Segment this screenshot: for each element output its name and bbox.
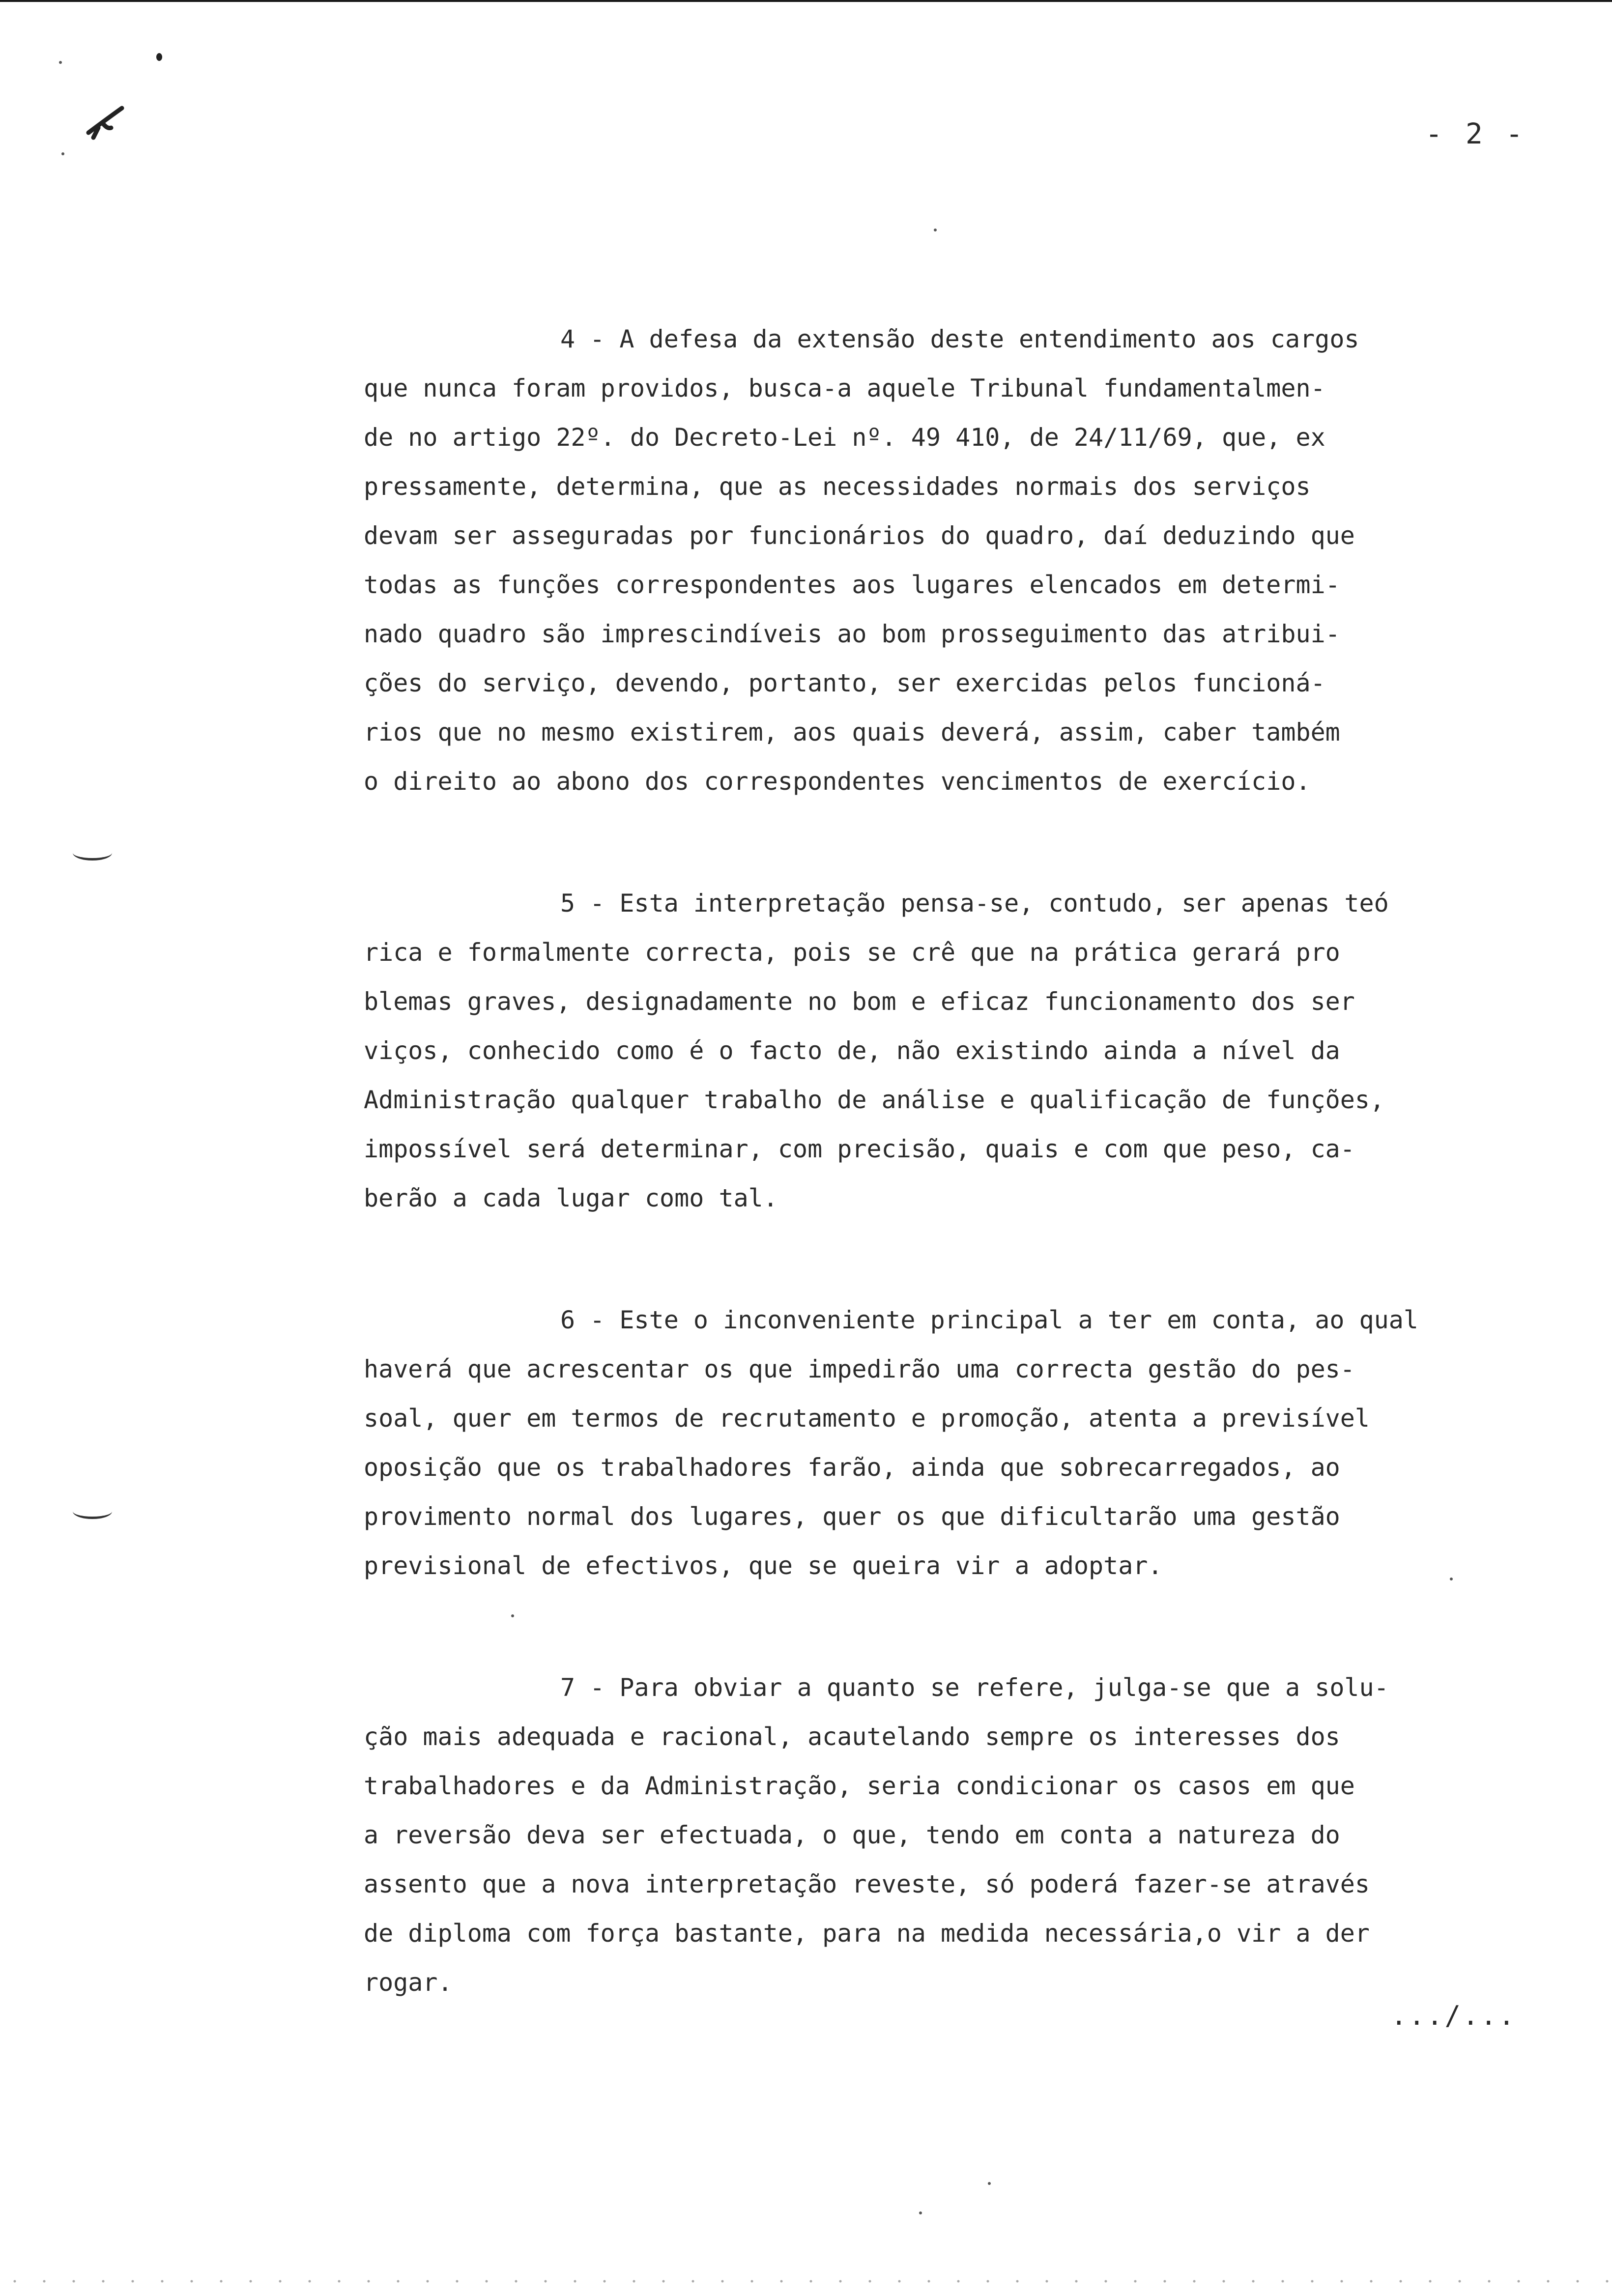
punch-hole-mark: [73, 1504, 112, 1519]
text-line: blemas graves, designadamente no bom e eficaz funcionamento dos ser: [364, 987, 1355, 1016]
text-line: 7 - Para obviar a quanto se refere, julga-se que a solu-: [560, 1673, 1389, 1702]
text-line: o direito ao abono dos correspondentes vencimentos de exercício.: [364, 767, 1311, 796]
paragraph-6: [364, 1295, 1602, 1590]
scan-speck: [919, 2211, 922, 2214]
text-line: haverá que acrescentar os que impedirão uma correcta gestão do pes-: [364, 1355, 1355, 1383]
scan-speck: [59, 61, 62, 64]
page-number: - 2 -: [1425, 117, 1526, 150]
text-line: ções do serviço, devendo, portanto, ser exercidas pelos funcioná-: [364, 669, 1325, 697]
text-line: que nunca foram providos, busca-a aquele Tribunal fundamentalmen-: [364, 374, 1325, 402]
continuation-marker: .../...: [1391, 2000, 1517, 2031]
text-line: pressamente, determina, que as necessidades normais dos serviços: [364, 472, 1311, 501]
text-line: impossível será determinar, com precisão, quais e com que peso, ca-: [364, 1135, 1355, 1163]
document-body: [364, 315, 1602, 2080]
text-line: rica e formalmente correcta, pois se crê que na prática gerará pro: [364, 938, 1340, 967]
text-line: assento que a nova interpretação reveste, só poderá fazer-se através: [364, 1870, 1370, 1898]
scan-speck: [934, 229, 937, 231]
text-line: rogar.: [364, 1968, 453, 1997]
scan-speck: [156, 53, 162, 61]
text-line: devam ser asseguradas por funcionários do quadro, daí deduzindo que: [364, 521, 1355, 550]
text-line: trabalhadores e da Administração, seria condicionar os casos em que: [364, 1772, 1355, 1800]
text-line: 5 - Esta interpretação pensa-se, contudo, ser apenas teó: [560, 889, 1389, 918]
text-line: ção mais adequada e racional, acautelando sempre os interesses dos: [364, 1722, 1340, 1751]
text-line: rios que no mesmo existirem, aos quais deverá, assim, caber também: [364, 718, 1340, 746]
paragraph-7: [364, 1663, 1602, 2007]
text-line: a reversão deva ser efectuada, o que, tendo em conta a natureza do: [364, 1821, 1340, 1849]
text-line: previsional de efectivos, que se queira vir a adoptar.: [364, 1551, 1163, 1580]
text-line: viços, conhecido como é o facto de, não existindo ainda a nível da: [364, 1036, 1340, 1065]
scan-speck: [988, 2182, 991, 2185]
text-line: oposição que os trabalhadores farão, ainda que sobrecarregados, ao: [364, 1453, 1340, 1482]
text-line: 6 - Este o inconveniente principal a ter em conta, ao qual: [560, 1306, 1418, 1334]
text-line: provimento normal dos lugares, quer os que dificultarão uma gestão: [364, 1502, 1340, 1531]
bottom-scan-edge: [0, 2279, 1612, 2283]
scan-speck: [61, 152, 64, 155]
paragraph-4: [364, 315, 1602, 806]
text-line: soal, quer em termos de recrutamento e promoção, atenta a previsível: [364, 1404, 1370, 1433]
top-border-line: [0, 0, 1612, 2]
paragraph-5: [364, 879, 1602, 1223]
punch-hole-mark: [73, 845, 112, 861]
text-line: de diploma com força bastante, para na medida necessária,o vir a der: [364, 1919, 1370, 1948]
text-line: nado quadro são imprescindíveis ao bom prosseguimento das atribui-: [364, 620, 1340, 648]
text-line: todas as funções correspondentes aos lugares elencados em determi-: [364, 571, 1340, 599]
text-line: 4 - A defesa da extensão deste entendimento aos cargos: [560, 325, 1359, 353]
text-line: Administração qualquer trabalho de análise e qualificação de funções,: [364, 1086, 1385, 1114]
text-line: de no artigo 22º. do Decreto-Lei nº. 49 410, de 24/11/69, que, ex: [364, 423, 1325, 452]
text-line: berão a cada lugar como tal.: [364, 1184, 778, 1212]
ink-blot-mark: [84, 98, 128, 143]
